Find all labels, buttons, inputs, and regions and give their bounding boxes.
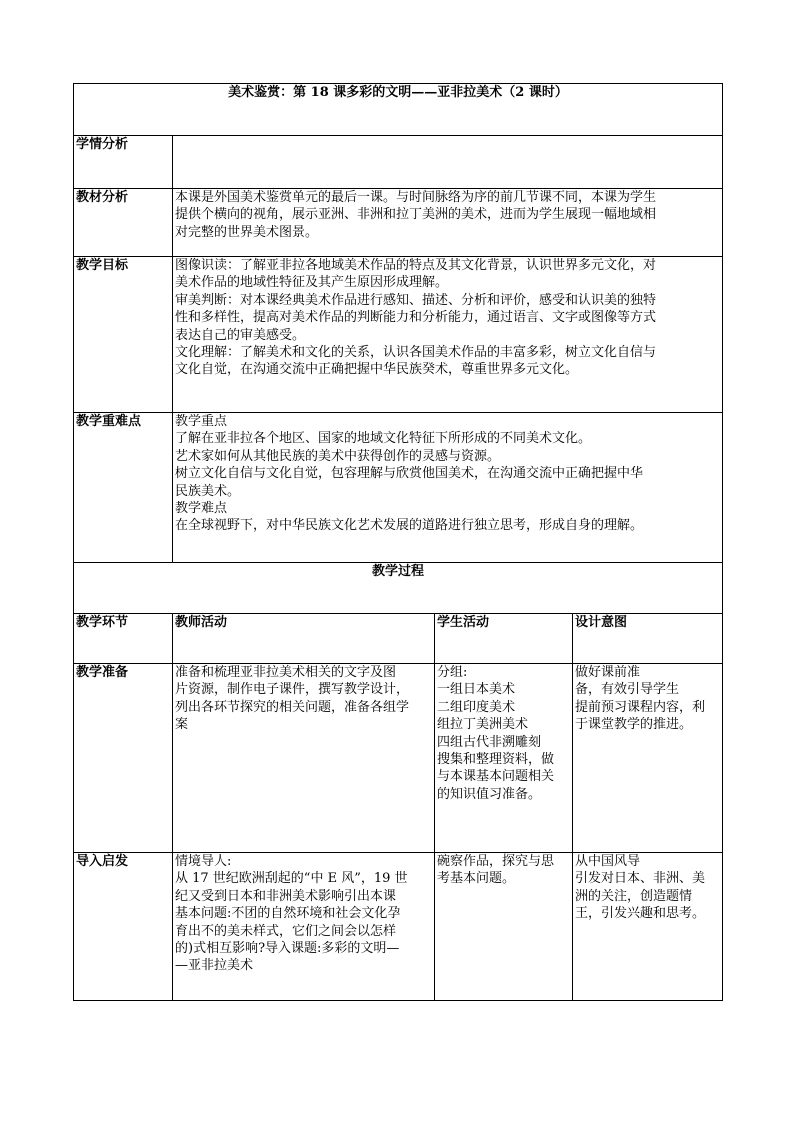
content-key-difficult-points bbox=[173, 413, 723, 563]
text-line: 列出各环节探究的相关问题，准备各组学 bbox=[175, 699, 410, 715]
stage-row-introduction bbox=[74, 853, 723, 1001]
process-heading: 教学过程 bbox=[74, 563, 723, 614]
column-header-stage: 教学环节 bbox=[74, 614, 173, 664]
text-line: 文化自觉，在沟通交流中正确把握中华民族癸术，尊重世界多元文化。 bbox=[175, 362, 579, 378]
text-line: 的知识值习准备。 bbox=[437, 786, 542, 802]
text-line: 备，有效引导学生 bbox=[575, 682, 680, 698]
text-line: 从中国风导 bbox=[575, 854, 641, 869]
text-line: 美术作品的地域性特征及其产生原因形成理解。 bbox=[175, 275, 449, 291]
row-student-analysis bbox=[74, 136, 723, 189]
row-key-difficult-points bbox=[74, 413, 723, 563]
title-row bbox=[74, 84, 723, 136]
process-heading-row bbox=[74, 563, 723, 614]
lesson-plan-table bbox=[73, 83, 723, 1001]
text-line: 情境导人: bbox=[175, 854, 232, 869]
row-teaching-goals bbox=[74, 257, 723, 413]
text-line: 一组日本美术 bbox=[437, 682, 516, 698]
content-student-analysis bbox=[173, 136, 723, 189]
text-line: 二组印度美术 bbox=[437, 699, 516, 715]
text-line: —亚非拉美术 bbox=[175, 958, 254, 974]
text-line: 文化理解：了解美术和文化的关系，认识各国美术作品的丰富多彩，树立文化自信与 bbox=[175, 345, 657, 361]
stage-label-preparation: 教学准备 bbox=[74, 664, 173, 853]
student-activity-cell bbox=[435, 664, 573, 853]
label-student-analysis: 学情分析 bbox=[74, 136, 173, 189]
design-intent-cell bbox=[573, 853, 723, 1001]
text-line: 从 17 世纪欧洲刮起的“中 E 风”，19 世 bbox=[175, 871, 408, 887]
text-line: 了解在亚非拉各个地区、国家的地域文化特征下所形成的不同美术文化。 bbox=[175, 431, 592, 447]
label-key-difficult-points: 教学重难点 bbox=[74, 413, 173, 563]
text-line: 审美判断：对本课经典美术作品进行感知、描述、分析和评价，感受和认识美的独特 bbox=[175, 292, 657, 308]
text-line: 片资源，制作电子课件，撰写教学设计， bbox=[175, 682, 410, 698]
teacher-activity-cell bbox=[173, 853, 435, 1001]
text-line: 做好课前准 bbox=[575, 665, 641, 680]
text-line: 洲的关注，创造题情 bbox=[575, 888, 693, 904]
column-header-design: 设计意图 bbox=[573, 614, 723, 664]
lesson-title: 美术鉴赏：第 18 课多彩的文明——亚非拉美术（2 课时） bbox=[74, 84, 723, 136]
text-line: 引发对日本、非洲、美 bbox=[575, 871, 706, 887]
text-line: 搜集和整理资料，做 bbox=[437, 752, 555, 768]
teacher-activity-cell bbox=[173, 664, 435, 853]
text-line: 组拉丁美洲美术 bbox=[437, 717, 529, 733]
text-line: 碗察作品，探究与思 bbox=[437, 854, 555, 869]
student-activity-cell bbox=[435, 853, 573, 1001]
row-textbook-analysis bbox=[74, 189, 723, 257]
text-line: 民族美术。 bbox=[175, 483, 241, 499]
text-line: 考基本问题。 bbox=[437, 871, 516, 887]
text-line: 准备和梳理亚非拉美术相关的文字及图 bbox=[175, 665, 397, 680]
text-line: 与本课基本问题相关 bbox=[437, 769, 555, 785]
text-line: 表达自己的审美感受。 bbox=[175, 327, 306, 343]
text-line: 性和多样性，提高对美术作品的判断能力和分析能力，通过语言、文字或图像等方式 bbox=[175, 310, 657, 326]
text-line: 四组古代非溯雕刻 bbox=[437, 734, 542, 750]
text-line: 的)式相互影响?导入课题:多彩的文明— bbox=[175, 941, 400, 957]
text-line: 教学重点 bbox=[175, 414, 228, 429]
text-line: 本课是外国美术鉴赏单元的最后一课。与时间脉络为序的前几节课不同，本课为学生 bbox=[175, 190, 657, 205]
text-line: 育出不的美未样式，它们之间会以怎样 bbox=[175, 923, 397, 939]
text-line: 案 bbox=[175, 717, 189, 733]
text-line: 艺术家如何从其他民族的美术中获得创作的灵感与资源。 bbox=[175, 448, 501, 464]
label-textbook-analysis: 教材分析 bbox=[74, 189, 173, 257]
text-line: 树立文化自信与文化自觉，包容理解与欣赏他国美术，在沟通交流中正确把握中华 bbox=[175, 466, 644, 482]
text-line: 基本问题:不团的自然环境和社会文化孕 bbox=[175, 906, 401, 922]
column-header-student: 学生活动 bbox=[435, 614, 573, 664]
stage-label-introduction: 导入启发 bbox=[74, 853, 173, 1001]
text-line: 提供个横向的视角，展示亚洲、非洲和拉丁美洲的美术，进而为学生展现一幅地域相 bbox=[175, 207, 657, 223]
text-line: 于课堂教学的推进。 bbox=[575, 717, 693, 733]
content-textbook-analysis bbox=[173, 189, 723, 257]
text-line: 对完整的世界美术图景。 bbox=[175, 224, 319, 240]
text-line: 在全球视野下，对中华民族文化艺术发展的道路进行独立思考，形成自身的理解。 bbox=[175, 518, 644, 534]
label-teaching-goals: 教学目标 bbox=[74, 257, 173, 413]
text-line: 王，引发兴趣和思考。 bbox=[575, 906, 706, 922]
text-line: 教学难点 bbox=[175, 501, 228, 517]
text-line: 图像识读：了解亚非拉各地域美术作品的特点及其文化背景，认识世界多元文化，对 bbox=[175, 258, 657, 273]
column-header-row bbox=[74, 614, 723, 664]
text-line: 纪又受到日本和非洲美术影响引出本课 bbox=[175, 888, 397, 904]
stage-row-preparation bbox=[74, 664, 723, 853]
column-header-teacher: 教师活动 bbox=[173, 614, 435, 664]
design-intent-cell bbox=[573, 664, 723, 853]
text-line: 提前预习课程内容，利 bbox=[575, 699, 706, 715]
text-line: 分组: bbox=[437, 665, 468, 680]
content-teaching-goals bbox=[173, 257, 723, 413]
